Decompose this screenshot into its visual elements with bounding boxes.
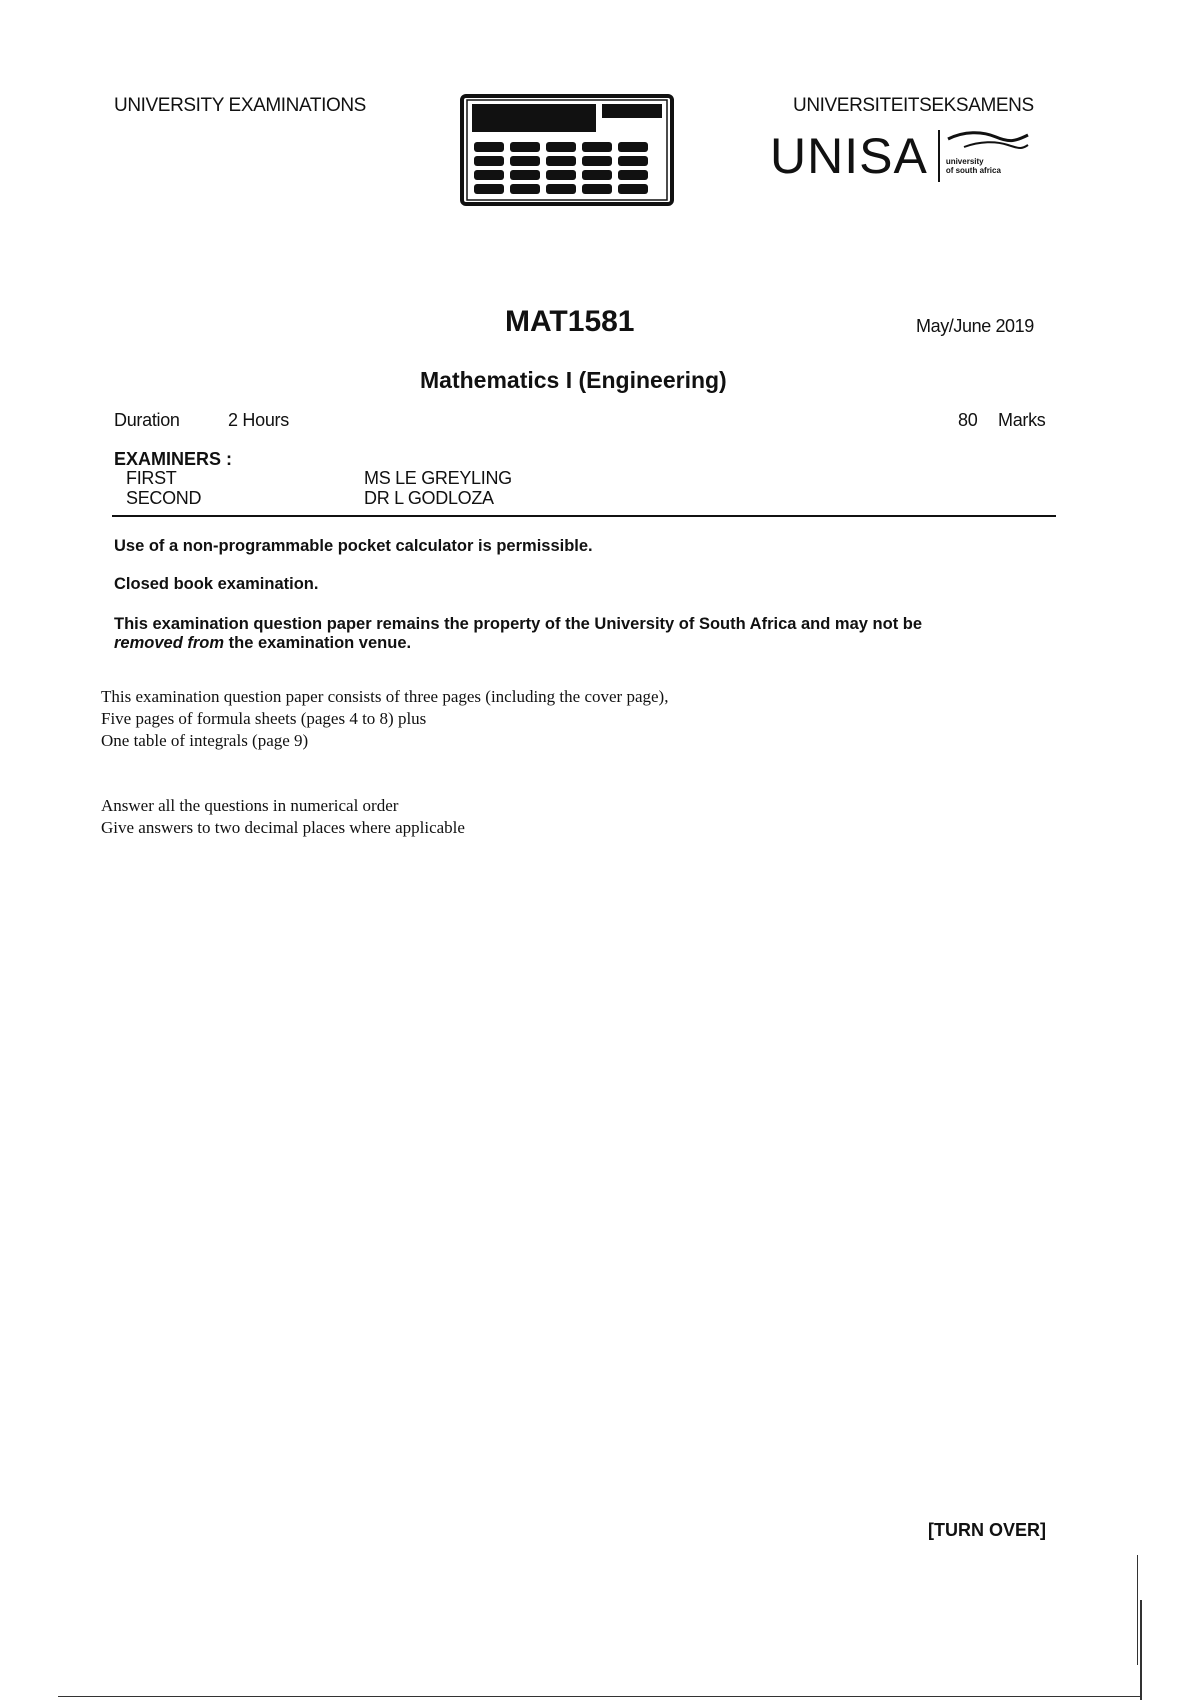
header-divider	[112, 515, 1056, 517]
property-line-2	[114, 634, 1064, 653]
scan-edge-line-lower	[1140, 1600, 1142, 1700]
duration-value: 2 Hours	[228, 410, 289, 430]
property-instruction	[114, 615, 1064, 653]
header-right-title: UNIVERSITEITSEKSAMENS	[793, 95, 1034, 116]
unisa-flag-icon	[946, 131, 1030, 153]
property-italic: removed from	[114, 634, 225, 652]
contents-block	[101, 686, 668, 752]
second-examiner-name: DR L GODLOZA	[364, 488, 494, 508]
contents-line-1: This examination question paper consists of three pages (including the cover page),	[101, 687, 669, 706]
exam-date: May/June 2019	[916, 316, 1034, 336]
answer-instructions-block	[101, 795, 465, 839]
marks-value: 80	[958, 410, 978, 430]
scan-bottom-edge	[58, 1696, 1140, 1697]
calculator-icon	[460, 94, 674, 206]
marks-label: Marks	[998, 410, 1046, 430]
duration-label: Duration	[114, 410, 180, 430]
property-line-1: This examination question paper remains the property of the University of South Africa and may not be	[114, 615, 923, 633]
examiners-label: EXAMINERS :	[114, 449, 233, 469]
unisa-logo-divider	[938, 130, 940, 182]
header-left-title: UNIVERSITY EXAMINATIONS	[114, 95, 366, 116]
course-code: MAT1581	[505, 305, 635, 338]
contents-line-3: One table of integrals (page 9)	[101, 731, 309, 750]
unisa-logo	[770, 130, 1001, 182]
first-examiner-name: MS LE GREYLING	[364, 468, 512, 488]
answer-line-2: Give answers to two decimal places where applicable	[101, 818, 465, 837]
scan-edge-line-upper	[1137, 1555, 1138, 1665]
closed-book-instruction: Closed book examination.	[114, 575, 319, 593]
course-title: Mathematics I (Engineering)	[420, 367, 727, 393]
calculator-instruction: Use of a non-programmable pocket calculator is permissible.	[114, 537, 593, 555]
unisa-logo-small-line2: of south africa	[945, 166, 1001, 175]
contents-line-2: Five pages of formula sheets (pages 4 to 8) plus	[101, 709, 427, 728]
property-rest: the examination venue.	[224, 634, 412, 652]
unisa-logo-word: UNISA	[770, 128, 928, 184]
turn-over-label: [TURN OVER]	[928, 1520, 1046, 1540]
unisa-logo-small-line1: university	[945, 157, 984, 166]
second-examiner-label: SECOND	[126, 488, 202, 508]
first-examiner-label: FIRST	[126, 468, 177, 488]
answer-line-1: Answer all the questions in numerical order	[101, 796, 399, 815]
